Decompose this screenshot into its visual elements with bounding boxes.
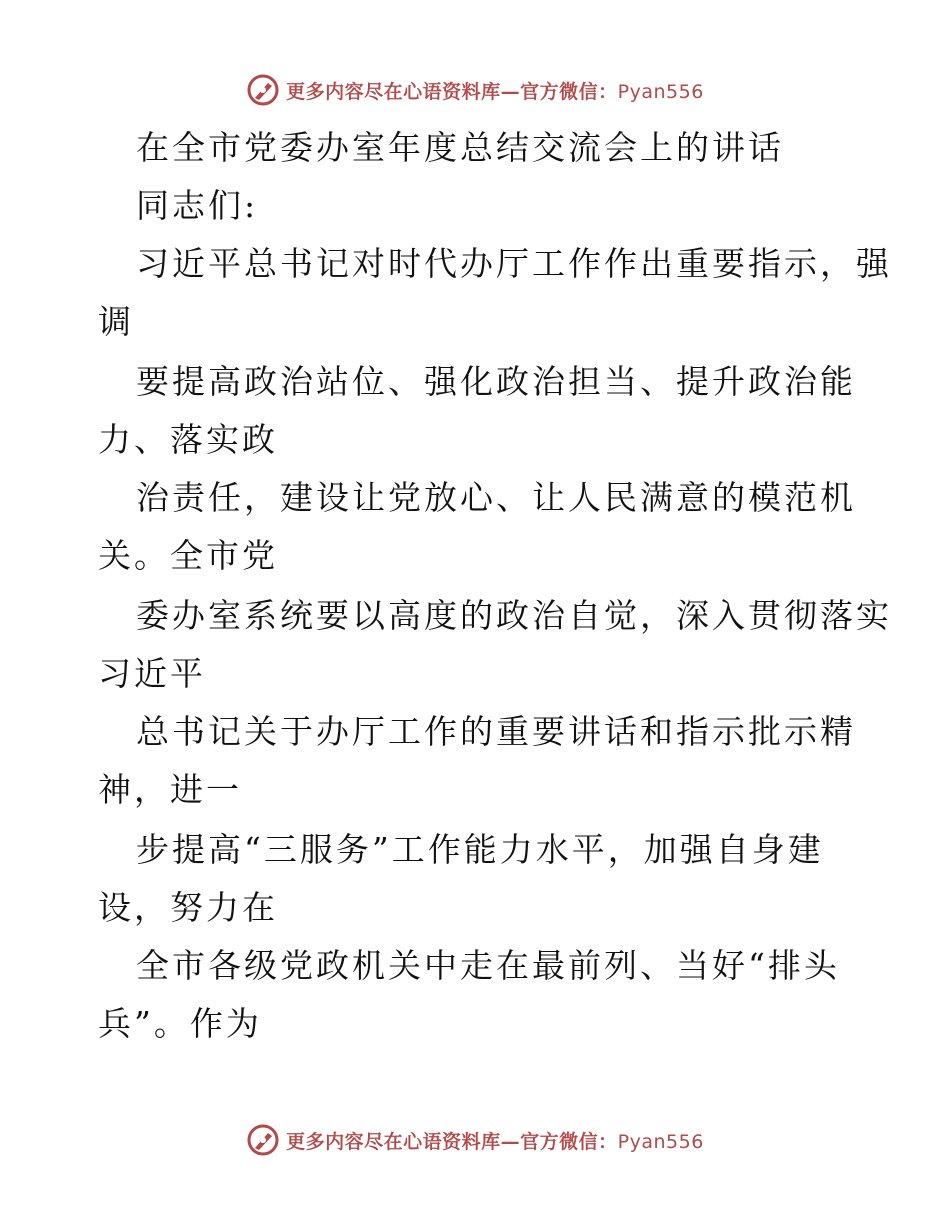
- body-line: 治责任，建设让党放心、让人民满意的模范机: [136, 478, 856, 517]
- body-line: 委办室系统要以高度的政治自觉，深入贯彻落实: [136, 596, 892, 635]
- salutation: 同志们:: [136, 186, 259, 225]
- body-line: 关。全市党: [98, 536, 278, 575]
- footer-banner: [0, 1120, 950, 1160]
- body-line: 步提高“三服务”工作能力水平，加强自身建: [136, 830, 824, 869]
- header-banner-id: Pyan556: [617, 80, 704, 103]
- body-line: 神，进一: [98, 770, 242, 809]
- document-title: 在全市党委办室年度总结交流会上的讲话: [136, 128, 784, 167]
- footer-banner-id: Pyan556: [617, 1130, 704, 1153]
- body-line: 要提高政治站位、强化政治担当、提升政治能: [136, 362, 856, 401]
- body-line: 全市各级党政机关中走在最前列、当好“排头: [136, 946, 840, 985]
- header-banner: [0, 70, 950, 110]
- pen-logo-icon: [246, 1123, 280, 1157]
- body-line: 习近平总书记对时代办厅工作作出重要指示，强: [136, 244, 892, 283]
- body-line: 设，努力在: [98, 888, 278, 927]
- body-line: 调: [98, 302, 134, 341]
- footer-banner-text: 更多内容尽在心语资料库—官方微信：Pyan556: [286, 1130, 704, 1153]
- pen-logo-icon: [246, 73, 280, 107]
- body-line: 兵”。作为: [98, 1004, 262, 1043]
- header-banner-text: 更多内容尽在心语资料库—官方微信：Pyan556: [286, 80, 704, 103]
- body-line: 习近平: [98, 654, 206, 693]
- body-line: 力、落实政: [98, 420, 278, 459]
- body-line: 总书记关于办厅工作的重要讲话和指示批示精: [136, 712, 856, 751]
